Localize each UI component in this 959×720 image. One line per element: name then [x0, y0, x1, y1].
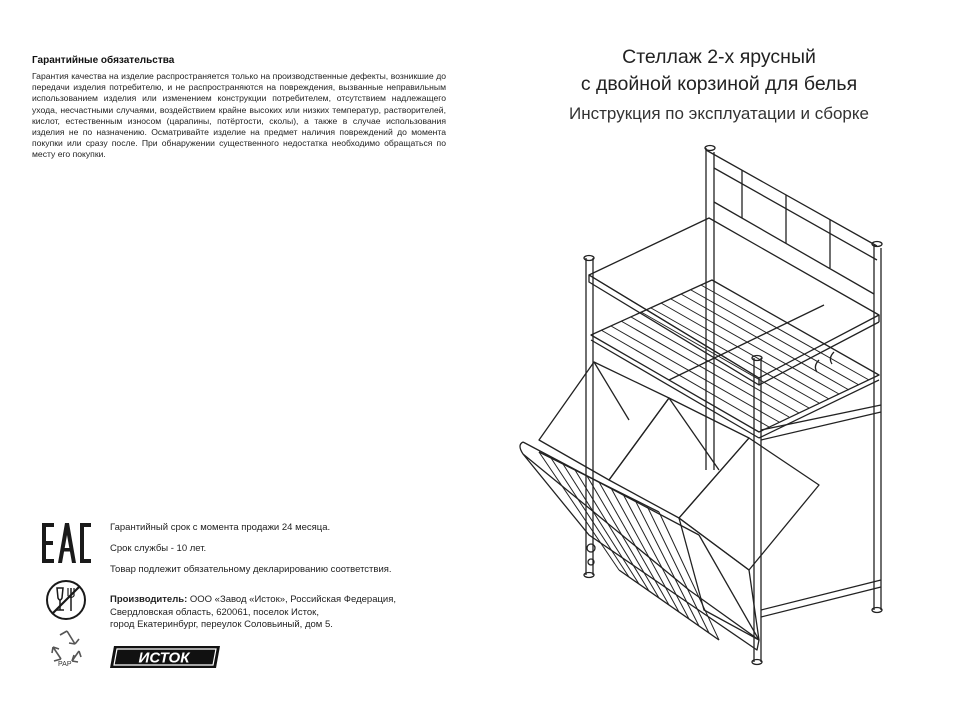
- manufacturer-section: [110, 594, 460, 632]
- shelf-illustration: [519, 140, 899, 680]
- eac-mark-icon: [40, 521, 92, 565]
- certification-note: Товар подлежит обязательному декларированию соответствия.: [110, 564, 392, 575]
- manufacturer-label: Производитель:: [110, 594, 188, 605]
- recycle-code: PAP: [58, 661, 72, 668]
- manufacturer-line1: ООО «Завод «Исток», Российская Федерация,: [187, 594, 397, 605]
- manufacturer-line3: город Екатеринбург, переулок Соловьиный, дом 5.: [110, 619, 333, 630]
- right-page: [479, 0, 959, 720]
- warranty-section: [32, 55, 446, 161]
- terms-section: [110, 522, 460, 585]
- service-life: Срок службы - 10 лет.: [110, 543, 207, 554]
- manufacturer-line2: Свердловская область, 620061, поселок Исток,: [110, 606, 319, 618]
- warranty-heading: Гарантийные обязательства: [32, 55, 175, 66]
- istok-logo: [108, 644, 222, 670]
- title-block: [479, 44, 959, 128]
- product-title-line1: Стеллаж 2-х ярусный: [622, 46, 816, 68]
- not-for-food-icon: [44, 578, 88, 622]
- warranty-period: Гарантийный срок с момента продажи 24 месяца.: [110, 522, 331, 533]
- logo-text: ИСТОК: [138, 649, 190, 667]
- left-page: [0, 0, 479, 720]
- instruction-subtitle: Инструкция по эксплуатации и сборке: [569, 104, 869, 123]
- warranty-text: Гарантия качества на изделие распространяется только на производственные дефекты, возникшие до передачи изделия потребителю, и не распространяются на повреждения, вызванные неправильным использованием изделия или изменением конструкции потребителем, отсутствием надлежащего ухода, несчастными случаями, воздействием крайне высоких или низких температур, растворителей, кислот, естественным износом (царапины, потёртости, сколы), а также в случае использования изделия не по назначению. Осматривайте изделие на предмет наличия повреждений до момента покупки или сразу после. При обнаружении существенного недостатка необходимо обращаться по месту его покупки.: [32, 71, 446, 160]
- product-title-line2: с двойной корзиной для белья: [580, 73, 858, 95]
